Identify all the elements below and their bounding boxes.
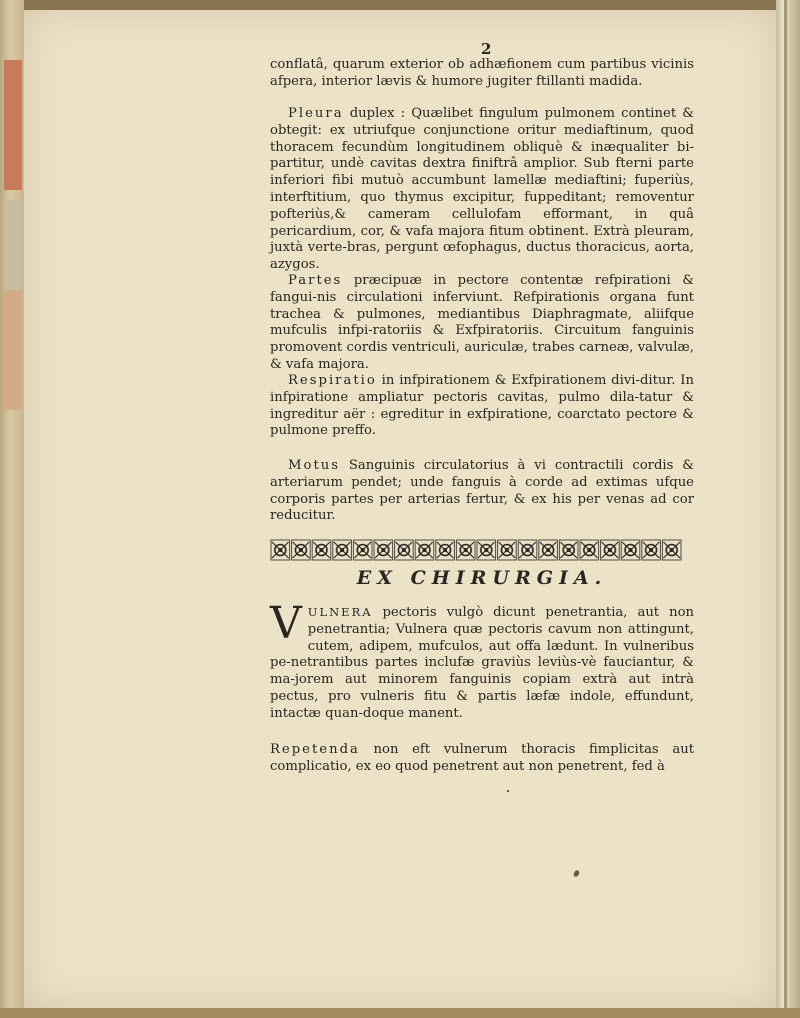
paragraph-lead: Respiratio bbox=[288, 373, 377, 388]
spine-tab bbox=[4, 290, 22, 410]
paragraph-respiratio bbox=[270, 373, 694, 440]
paragraph-lead: Motus bbox=[288, 458, 341, 473]
top-edge bbox=[0, 0, 800, 10]
paragraph-text: conflatâ, quarum exterior ob adhæfionem cum partibus vicinis afpera, interior lævis & humore jugiter ftillanti madida. bbox=[270, 57, 694, 89]
paragraph-repetenda bbox=[270, 742, 694, 776]
paragraph-partes bbox=[270, 273, 694, 374]
paragraph-text: non eft vulnerum thoracis fimplicitas aut complicatio, ex eo quod penetrent aut non penetrent, fed à bbox=[270, 742, 694, 774]
paragraph-pleura bbox=[270, 106, 694, 274]
paragraph-text: pectoris vulgò dicunt penetrantia, aut non penetrantia; Vulnera quæ pectoris cavum non attingunt, cutem, adipem, mufculos, aut offa lædunt. In vulneribus pe-netrantibus partes inclufæ graviùs leviùs-vè fauciantur, & ma-jorem aut minorem fanguinis copiam extrà aut intrà pectus, pro vulneris fitu & partis læfæ indole, effundunt, intactæ quan-doque manent. bbox=[270, 605, 694, 721]
page-edge bbox=[776, 0, 800, 1018]
paragraph-continuation bbox=[270, 57, 694, 91]
ink-speck bbox=[507, 790, 509, 792]
paragraph-lead: ULNERA bbox=[307, 605, 373, 619]
paragraph-vulnera bbox=[270, 598, 694, 723]
bottom-edge bbox=[0, 1008, 800, 1018]
printer-ornament-band bbox=[270, 538, 682, 562]
spine-tab bbox=[4, 200, 22, 290]
paragraph-text: præcipuæ in pectore contentæ refpirationi & fangui-nis circulationi inferviunt. Refpirationis organa funt trachea & pulmones, mediantibus Diaphragmate, aliifque mufculis infpi-ratoriis & Exfpiratoriis. Circuitum fanguinis promovent cordis ventriculi, auriculæ, trabes carneæ, valvulæ, & vafa majora. bbox=[270, 273, 694, 372]
spine-tab bbox=[4, 60, 22, 190]
drop-capital: V bbox=[270, 598, 302, 649]
paragraph-lead: Partes bbox=[288, 273, 343, 288]
page-edge-line bbox=[784, 0, 787, 1018]
paragraph-motus bbox=[270, 458, 694, 525]
page-number: 2 bbox=[481, 40, 492, 58]
section-heading: EX CHIRURGIA. bbox=[356, 567, 608, 589]
paragraph-text: in infpirationem & Exfpirationem divi-ditur. In infpiratione ampliatur pectoris cavitas, pulmo dila-tatur & ingreditur aër : egreditur in exfpiratione, coarctato pectore & pulmone preffo. bbox=[270, 373, 694, 439]
paragraph-text: duplex : Quælibet fingulum pulmonem continet & obtegit: ex utriufque conjunctione oritur mediaftinum, quod thoracem fecundùm longitudinem obliquè & inæqualiter bi-partitur, undè cavitas dextra finiftrâ amplior. Sub fterni parte inferiori fibi mutuò accumbunt lamellæ mediaftini; fuperiùs, interftitium, quo thymus excipitur, fuppeditant; removentur pofteriùs,& cameram cellulofam efformant, in quâ pericardium, cor, & vafa majora fitum obtinent. Extrà pleuram, juxtà verte-bras, pergunt œfophagus, ductus thoracicus, aorta, azygos. bbox=[270, 106, 694, 273]
paragraph-text: Sanguinis circulatorius à vi contractili cordis & arteriarum pendet; unde fanguis à corde ad extimas ufque corporis partes per arterias fertur, & ex his per venas ad cor reducitur. bbox=[270, 458, 694, 524]
paragraph-lead: Repetenda bbox=[270, 742, 360, 757]
paragraph-lead: Pleura bbox=[288, 106, 344, 121]
book-spine bbox=[0, 0, 24, 1018]
